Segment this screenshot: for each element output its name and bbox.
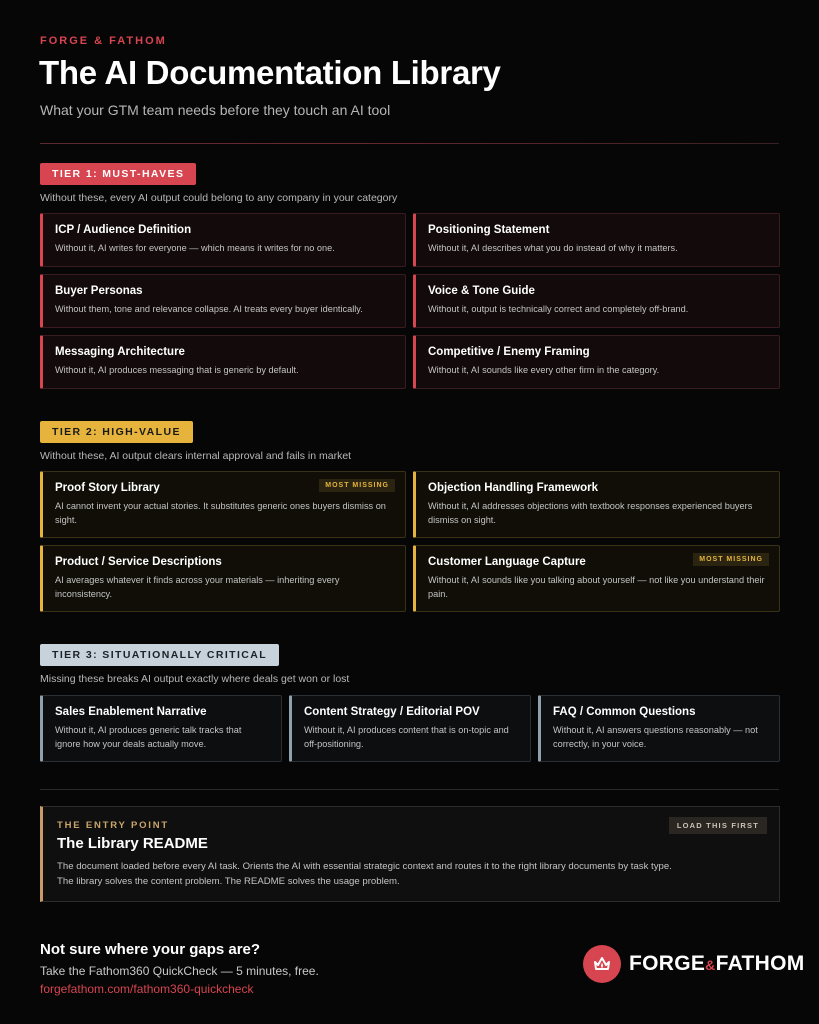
card-faq — [538, 695, 780, 762]
card-competitive — [413, 335, 780, 389]
entry-point-card — [40, 806, 780, 902]
card-title: FAQ / Common Questions — [553, 706, 696, 718]
page-title: The AI Documentation Library — [39, 54, 501, 91]
card-title: Sales Enablement Narrative — [55, 706, 207, 718]
card-customer-language — [413, 545, 780, 612]
card-objection — [413, 471, 780, 538]
card-content-strategy — [289, 695, 531, 762]
tier1-description: Without these, every AI output could belong to any company in your category — [40, 192, 398, 204]
tier3-description: Missing these breaks AI output exactly where deals get won or lost — [40, 673, 350, 685]
card-title: Competitive / Enemy Framing — [428, 346, 590, 358]
card-text: Without it, AI produces content that is on-topic and off-positioning. — [304, 725, 509, 749]
entry-label: THE ENTRY POINT — [57, 820, 169, 831]
card-title: Customer Language Capture — [428, 556, 586, 568]
cta-title: Not sure where your gaps are? — [40, 941, 261, 958]
card-title: ICP / Audience Definition — [55, 224, 192, 236]
card-text: Without it, AI sounds like you talking about yourself — not like you understand their pain. — [428, 575, 765, 599]
entry-title: The Library README — [57, 835, 208, 852]
brand-eyebrow: FORGE & FATHOM — [40, 35, 167, 47]
card-text: Without it, AI describes what you do instead of why it matters. — [428, 243, 678, 253]
tier2-description: Without these, AI output clears internal approval and fails in market — [40, 450, 352, 462]
header-divider — [40, 143, 779, 144]
most-missing-badge: MOST MISSING — [693, 553, 769, 566]
card-text: Without it, AI sounds like every other firm in the category. — [428, 365, 660, 375]
card-title: Objection Handling Framework — [428, 482, 598, 494]
card-text: Without it, AI produces generic talk tracks that ignore how your deals actually move. — [55, 725, 242, 749]
card-text: Without it, AI produces messaging that is generic by default. — [55, 365, 299, 375]
tier2-pill: TIER 2: HIGH-VALUE — [40, 421, 193, 443]
card-proof-story — [40, 471, 406, 538]
card-title: Proof Story Library — [55, 482, 160, 494]
card-title: Buyer Personas — [55, 285, 143, 297]
page-subtitle: What your GTM team needs before they touch an AI tool — [40, 102, 391, 118]
card-positioning — [413, 213, 780, 267]
card-title: Product / Service Descriptions — [55, 556, 222, 568]
card-messaging — [40, 335, 406, 389]
card-text: Without it, AI answers questions reasonably — not correctly, in your voice. — [553, 725, 758, 749]
card-product-service — [40, 545, 406, 612]
crown-flame-icon — [583, 945, 621, 983]
most-missing-badge: MOST MISSING — [319, 479, 395, 492]
card-sales-enablement — [40, 695, 282, 762]
card-text: Without it, AI writes for everyone — which means it writes for no one. — [55, 243, 335, 253]
card-text: Without it, AI addresses objections with textbook responses experienced buyers dismiss on sight. — [428, 501, 753, 525]
card-title: Messaging Architecture — [55, 346, 185, 358]
entry-text: The document loaded before every AI task. Orients the AI with essential strategic context and routes it to the right library documents by task type. The library solves the content problem. The README solves the usage problem. — [57, 861, 672, 887]
load-first-badge: LOAD THIS FIRST — [669, 817, 767, 834]
tier1-pill: TIER 1: MUST-HAVES — [40, 163, 196, 185]
card-voice-tone — [413, 274, 780, 328]
card-icp — [40, 213, 406, 267]
card-title: Content Strategy / Editorial POV — [304, 706, 480, 718]
card-text: AI averages whatever it finds across your materials — inheriting every inconsistency. — [55, 575, 340, 599]
card-personas — [40, 274, 406, 328]
brand-logo — [583, 945, 805, 983]
logo-text: FORGE&FATHOM — [629, 952, 805, 975]
card-text: Without them, tone and relevance collapse. AI treats every buyer identically. — [55, 304, 363, 314]
section-divider — [40, 789, 779, 790]
card-title: Positioning Statement — [428, 224, 550, 236]
quickcheck-link[interactable]: forgefathom.com/fathom360-quickcheck — [40, 982, 254, 996]
card-text: AI cannot invent your actual stories. It substitutes generic ones buyers dismiss on sight. — [55, 501, 386, 525]
cta-text: Take the Fathom360 QuickCheck — 5 minutes, free. — [40, 964, 319, 978]
tier3-pill: TIER 3: SITUATIONALLY CRITICAL — [40, 644, 279, 666]
card-title: Voice & Tone Guide — [428, 285, 535, 297]
card-text: Without it, output is technically correct and completely off-brand. — [428, 304, 689, 314]
